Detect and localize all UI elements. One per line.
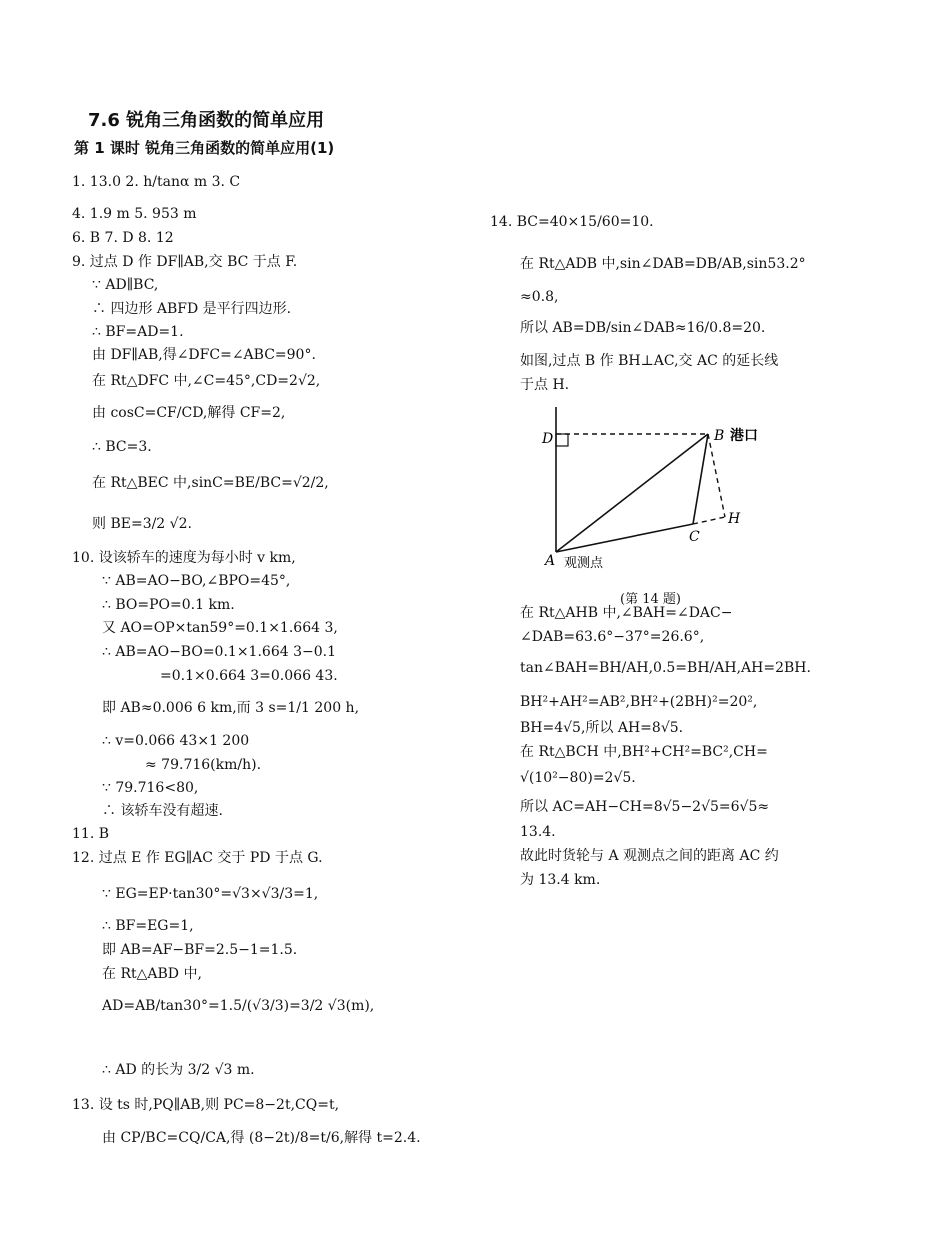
answer-line: 4. 1.9 m 5. 953 m — [72, 206, 197, 222]
lesson-title: 第 1 课时 锐角三角函数的简单应用(1) — [74, 139, 335, 157]
answer-line: ∴ BF=EG=1, — [102, 918, 194, 934]
label-A: A — [545, 553, 556, 569]
answer-line: 所以 AB=DB/sin∠DAB≈16/0.8=20. — [520, 320, 766, 336]
answer-line: BH=4√5,所以 AH=8√5. — [520, 720, 684, 736]
answer-line: tan∠BAH=BH/AH,0.5=BH/AH,AH=2BH. — [520, 660, 811, 676]
answer-line: ∴ 该轿车没有超速. — [102, 803, 223, 819]
answer-line: 14. BC=40×15/60=10. — [490, 214, 654, 230]
answer-line: √(10²−80)=2√5. — [520, 770, 636, 786]
label-port: 港口 — [730, 428, 758, 444]
answer-line: 即 AB=AF−BF=2.5−1=1.5. — [102, 942, 298, 958]
answer-line: 在 Rt△DFC 中,∠C=45°,CD=2√2, — [92, 373, 321, 389]
answer-line: 13.4. — [520, 824, 556, 840]
line-AC — [556, 524, 693, 552]
figure-14-diagram — [530, 405, 810, 580]
answer-line: 在 Rt△ABD 中, — [102, 966, 202, 982]
label-H: H — [728, 511, 741, 527]
answer-line: 9. 过点 D 作 DF∥AB,交 BC 于点 F. — [72, 254, 298, 270]
answer-line: ∴ BF=AD=1. — [92, 324, 184, 340]
answer-line: 由 DF∥AB,得∠DFC=∠ABC=90°. — [92, 347, 316, 363]
answer-line: ∴ BC=3. — [92, 439, 152, 455]
answer-line: 在 Rt△BCH 中,BH²+CH²=BC²,CH= — [520, 744, 768, 760]
answer-line: ≈ 79.716(km/h). — [145, 757, 262, 773]
answer-line: ∵ AD∥BC, — [92, 277, 159, 293]
answer-line: 在 Rt△ADB 中,sin∠DAB=DB/AB,sin53.2° — [520, 256, 806, 272]
label-D: D — [542, 431, 554, 447]
answer-line: 又 AO=OP×tan59°=0.1×1.664 3, — [102, 620, 338, 636]
answer-line: 则 BE=3/2 √2. — [92, 516, 192, 532]
right-angle-mark — [556, 434, 568, 446]
answer-line: 6. B 7. D 8. 12 — [72, 230, 174, 246]
answer-line: 10. 设该轿车的速度为每小时 v km, — [72, 550, 296, 566]
line-AB — [556, 434, 708, 552]
label-C: C — [689, 529, 700, 545]
answer-line: ∵ AB=AO−BO,∠BPO=45°, — [102, 573, 291, 589]
answer-line: 由 CP/BC=CQ/CA,得 (8−2t)/8=t/6,解得 t=2.4. — [102, 1130, 421, 1146]
answer-line: ∴ AD 的长为 3/2 √3 m. — [102, 1062, 255, 1078]
answer-line: ≈0.8, — [520, 289, 559, 305]
answer-line: 在 Rt△BEC 中,sinC=BE/BC=√2/2, — [92, 475, 329, 491]
answer-line: 由 cosC=CF/CD,解得 CF=2, — [92, 405, 286, 421]
answer-line: =0.1×0.664 3=0.066 43. — [160, 668, 338, 684]
answer-line: 即 AB≈0.006 6 km,而 3 s=1/1 200 h, — [102, 700, 360, 716]
section-title: 7.6 锐角三角函数的简单应用 — [88, 110, 325, 131]
line-BC — [693, 434, 708, 524]
answer-line: ∴ 四边形 ABFD 是平行四边形. — [92, 301, 292, 317]
answer-line: ∠DAB=63.6°−37°=26.6°, — [520, 629, 705, 645]
answer-line: 在 Rt△AHB 中,∠BAH=∠DAC− — [520, 605, 733, 621]
answer-line: 所以 AC=AH−CH=8√5−2√5=6√5≈ — [520, 799, 770, 815]
label-B: B — [714, 428, 725, 444]
answer-line: 如图,过点 B 作 BH⊥AC,交 AC 的延长线 — [520, 353, 779, 369]
answer-line: 1. 13.0 2. h/tanα m 3. C — [72, 174, 241, 190]
answer-line: 为 13.4 km. — [520, 872, 601, 888]
answer-line: ∵ EG=EP·tan30°=√3×√3/3=1, — [102, 886, 319, 902]
answer-line: 13. 设 ts 时,PQ∥AB,则 PC=8−2t,CQ=t, — [72, 1097, 340, 1113]
answer-line: ∵ 79.716<80, — [102, 780, 199, 796]
answer-line: ∴ BO=PO=0.1 km. — [102, 597, 235, 613]
answer-line: BH²+AH²=AB²,BH²+(2BH)²=20², — [520, 694, 758, 710]
label-observation-point: 观测点 — [564, 556, 604, 571]
answer-line: 11. B — [72, 826, 110, 842]
answer-line: 于点 H. — [520, 377, 570, 393]
answer-line: ∴ v=0.066 43×1 200 — [102, 733, 250, 749]
answer-line: 12. 过点 E 作 EG∥AC 交于 PD 于点 G. — [72, 850, 323, 866]
dashed-line-CH — [693, 517, 725, 524]
answer-line: 故此时货轮与 A 观测点之间的距离 AC 约 — [520, 848, 779, 864]
figure-caption: (第 14 题) — [620, 592, 681, 607]
answer-line: ∴ AB=AO−BO=0.1×1.664 3−0.1 — [102, 644, 336, 660]
dashed-line-BH — [708, 434, 725, 517]
answer-line: AD=AB/tan30°=1.5/(√3/3)=3/2 √3(m), — [102, 998, 375, 1014]
